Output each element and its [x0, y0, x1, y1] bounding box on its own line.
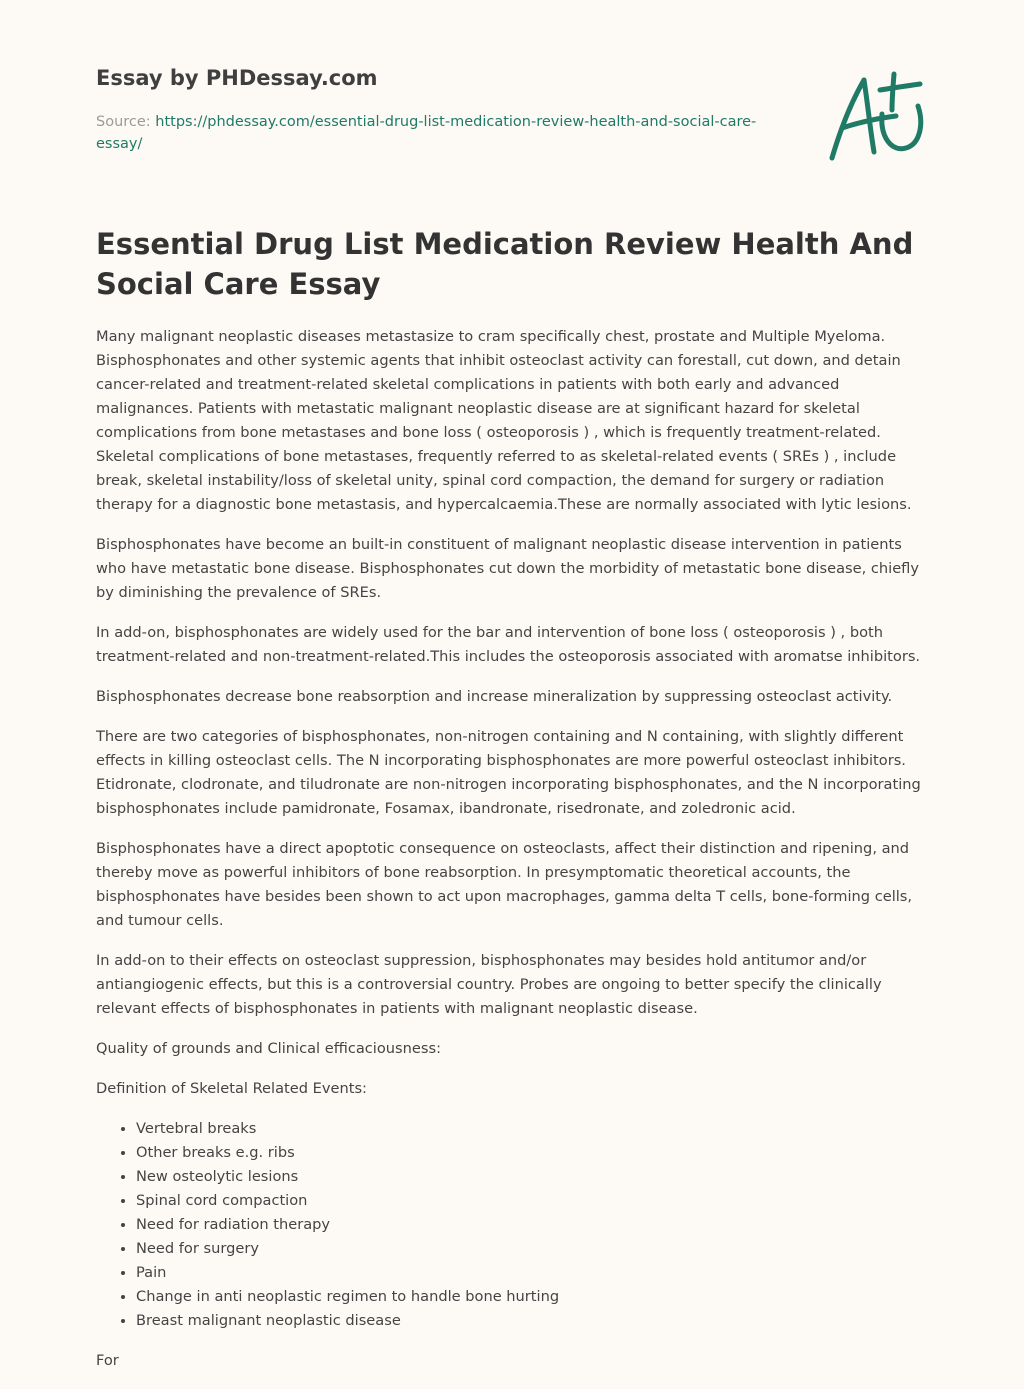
source-link[interactable]: https://phdessay.com/essential-drug-list-medication-review-health-and-social-care-essay/ — [96, 114, 757, 152]
source-label: Source: — [96, 114, 156, 130]
paragraph: In add-on, bisphosphonates are widely used for the bar and intervention of bone loss ( osteoporosis ) , both treatment-related and non-treatment-related.This includes the osteoporosis associated with aromatse inhibitors. — [96, 624, 921, 665]
document-title: Essential Drug List Medication Review Health And Social Care Essay — [96, 227, 914, 301]
sre-list — [96, 1117, 936, 1333]
trailing-text: For — [96, 1352, 119, 1369]
paragraph: In add-on to their effects on osteoclast suppression, bisphosphonates may besides hold antitumor and/or antiangiogenic effects, but this is a controversial country. Probes are ongoing to better specify the clinically relevant effects of bisphosphonates in patients with malignant neoplastic disease. — [96, 952, 882, 1017]
list-item: • New osteolytic lesions — [136, 1165, 936, 1189]
paragraph: There are two categories of bisphosphonates, non-nitrogen containing and N containing, with slightly different effects in killing osteoclast cells. The N incorporating bisphosphonates are more powerful osteoclast inhibitors. Etidronate, clodronate, and tiludronate are non-nitrogen incorporating bisphosphonates, and the N incorporating bisphosphonates include pamidronate, Fosamax, ibandronate, risedronate, and zoledronic acid. — [96, 728, 921, 817]
paragraph: Many malignant neoplastic diseases metastasize to cram specifically chest, prostate and Multiple Myeloma. Bisphosphonates and other systemic agents that inhibit osteoclast activity can forestall, cut down, and detain cancer-related and treatment-related skeletal complications in patients with both early and advanced malignances. Patients with metastatic malignant neoplastic disease are at significant hazard for skeletal complications from bone metastases and bone loss ( osteoporosis ) , which is frequently treatment-related. Skeletal complications of bone metastases, frequently referred to as skeletal-related events ( SREs ) , include break, skeletal instability/loss of skeletal unity, spinal cord compaction, the demand for surgery or radiation therapy for a diagnostic bone metastasis, and hypercalcaemia.These are normally associated with lytic lesions. — [96, 328, 912, 513]
source-line — [96, 111, 776, 155]
essay-body — [96, 325, 936, 1389]
site-title: Essay by PHDessay.com — [96, 66, 378, 90]
list-item: • Vertebral breaks — [136, 1117, 936, 1141]
paragraph: Bisphosphonates have a direct apoptotic consequence on osteoclasts, affect their distinction and ripening, and thereby move as powerful inhibitors of bone reabsorption. In presymptomatic theoretical accounts, the bisphosphonates have besides been shown to act upon macrophages, gamma delta T cells, bone-forming cells, and tumour cells. — [96, 840, 913, 929]
list-item: • Need for radiation therapy — [136, 1213, 936, 1237]
list-item: • Breast malignant neoplastic disease — [136, 1309, 936, 1333]
list-item: • Need for surgery — [136, 1237, 936, 1261]
paragraph: Bisphosphonates have become an built-in constituent of malignant neoplastic disease intervention in patients who have metastatic bone disease. Bisphosphonates cut down the morbidity of metastatic bone disease, chiefly by diminishing the prevalence of SREs. — [96, 536, 920, 601]
section-heading: Definition of Skeletal Related Events: — [96, 1080, 367, 1097]
list-item: • Change in anti neoplastic regimen to handle bone hurting — [136, 1285, 936, 1309]
paragraph: Bisphosphonates decrease bone reabsorption and increase mineralization by suppressing osteoclast activity. — [96, 688, 893, 705]
section-heading: Quality of grounds and Clinical efficaciousness: — [96, 1040, 441, 1057]
list-item: • Other breaks e.g. ribs — [136, 1141, 936, 1165]
a-plus-logo-icon — [822, 66, 932, 166]
list-item: • Pain — [136, 1261, 936, 1285]
list-item: • Spinal cord compaction — [136, 1189, 936, 1213]
